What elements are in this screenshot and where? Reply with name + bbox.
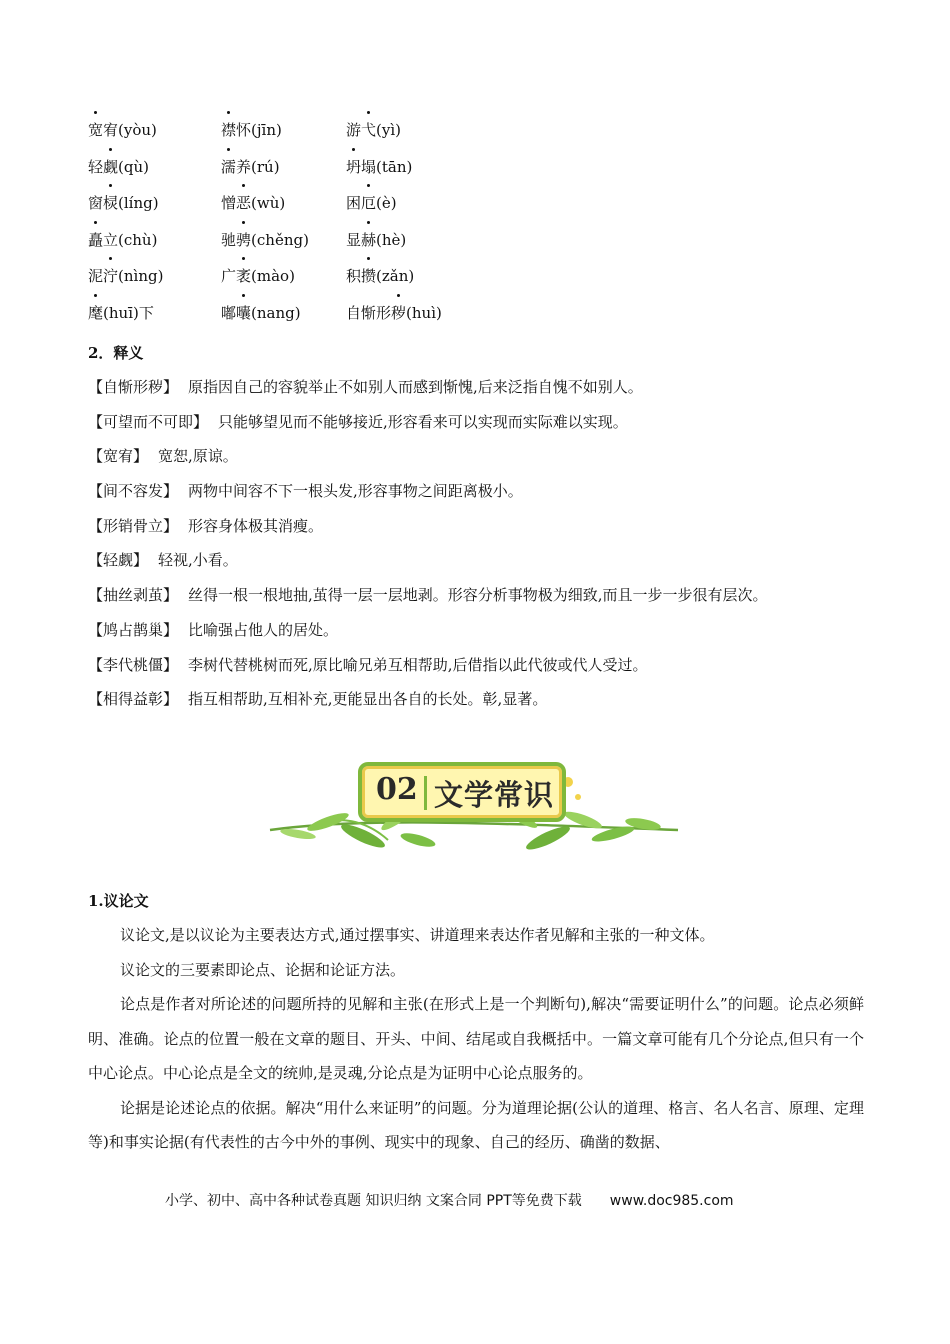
dotted-character: 坍 [346,152,361,182]
pinyin-entry [88,115,157,145]
definition-text: 李树代替桃树而死,原比喻兄弟互相帮助,后借指以此代彼或代人受过。 [188,655,648,674]
pinyin-entry [221,225,309,255]
definition-item [88,580,868,615]
footer [165,1190,734,1210]
pinyin-text: 养(rú) [236,157,280,176]
banner-divider [424,776,427,810]
dotted-character: 袤 [236,261,251,291]
definition-item [88,372,868,407]
banner-badge [358,762,566,822]
body-paragraphs [88,918,864,1160]
pinyin-entry [221,298,301,328]
pinyin-text: 广 [221,267,237,286]
definition-term: 【鸠占鹊巢】 [88,620,179,639]
definition-item [88,476,868,511]
definition-item [88,441,868,476]
definition-item [88,650,868,685]
dotted-character: 恶 [236,188,251,218]
pinyin-text: 显 [346,230,362,249]
pinyin-text: 驰 [221,230,237,249]
pinyin-entry [346,298,442,328]
pinyin-text: (hè) [376,230,407,249]
pinyin-entry [221,152,280,182]
pinyin-entry [88,261,163,291]
definition-term: 【李代桃僵】 [88,655,179,674]
dotted-character: 攒 [361,261,376,291]
definition-term: 【宽宥】 [88,447,149,466]
dotted-character: 秽 [391,298,406,328]
dotted-character: 骋 [236,225,251,255]
definition-item [88,407,868,442]
pinyin-entry [88,225,157,255]
pinyin-text: (wù) [251,194,286,213]
pinyin-entry [346,188,397,218]
pinyin-text: 泥 [88,267,104,286]
pinyin-text: (nang) [251,303,301,322]
pinyin-text: (zǎn) [376,267,415,286]
pinyin-text: 憎 [221,194,237,213]
pinyin-text: 嘟 [221,303,237,322]
pinyin-text: 游 [346,121,362,139]
definition-text: 丝得一根一根地抽,茧得一层一层地剥。形容分析事物极为细致,而且一步一步很有层次。 [188,586,768,605]
body-paragraph: 论点是作者对所论述的问题所持的见解和主张(在形式上是一个判断句),解决“需要证明什么”的问题。论点必须鲜明、准确。论点的位置一般在文章的题目、开头、中间、结尾或自我概括中。一篇文章可能有几个分论点,但只有一个中心论点。中心论点是全文的统帅,是灵魂,分论点是为证明中心论点服务的。 [88,995,864,1082]
footer-url[interactable]: www.doc985.com [609,1193,734,1209]
pinyin-text: 积 [346,267,362,286]
pinyin-entry [88,152,149,182]
definition-text: 原指因自己的容貌举止不如别人而感到惭愧,后来泛指自愧不如别人。 [188,378,643,396]
pinyin-text: (mào) [251,267,295,286]
definition-text: 宽恕,原谅。 [158,447,238,466]
pinyin-entry [346,115,401,145]
dotted-character: 濡 [221,152,236,182]
pinyin-entry [346,261,414,291]
pinyin-text: (nìng) [118,267,164,286]
banner-number: 02 [376,772,418,807]
dotted-character: 赫 [361,225,376,255]
section-banner [268,752,680,862]
definition-item [88,511,868,546]
pinyin-text: (qù) [118,157,149,176]
pinyin-text: 塌(tān) [361,157,413,176]
definition-term: 【相得益彰】 [88,690,179,709]
pinyin-text: 立(chù) [103,230,158,249]
pinyin-text: (huì) [406,303,442,322]
definition-text: 比喻强占他人的居处。 [188,620,339,639]
pinyin-entry [221,261,295,291]
pinyin-entry [346,152,412,182]
definition-text: 形容身体极其消瘦。 [188,516,324,535]
definition-term: 【可望而不可即】 [88,412,209,431]
dotted-character: 麾 [88,298,103,328]
definition-term: 【间不容发】 [88,482,179,501]
banner-title: 文学常识 [434,778,555,812]
definition-text: 指互相帮助,互相补充,更能显出各自的长处。彰,显著。 [188,690,548,709]
definition-term: 【抽丝剥茧】 [88,586,179,605]
dotted-character: 襟 [221,115,236,145]
pinyin-text: (è) [376,194,397,213]
pinyin-text: (huī)下 [103,303,154,322]
section-title-definitions: 2．释义 [88,344,144,362]
pinyin-entry [221,115,282,145]
body-paragraph: 议论文的三要素即论点、论据和论证方法。 [120,960,406,979]
dotted-character: 弋 [361,115,376,145]
definition-text: 轻视,小看。 [158,551,238,570]
pinyin-text: 怀(jīn) [236,121,282,139]
definition-text: 两物中间容不下一根头发,形容事物之间距离极小。 [188,482,523,501]
pinyin-text: (líng) [118,194,159,213]
definition-term: 【形销骨立】 [88,516,179,535]
definition-item [88,615,868,650]
pinyin-text: (yì) [376,121,402,139]
pinyin-entry [221,188,285,218]
pinyin-entry [88,188,159,218]
pinyin-entry [88,298,154,328]
dotted-character: 棂 [103,188,118,218]
definitions-list [88,372,868,719]
dotted-character: 厄 [361,188,376,218]
dotted-character: 觑 [103,152,118,182]
pinyin-text: 轻 [88,157,104,176]
dotted-character: 泞 [103,261,118,291]
pinyin-text: 窗 [88,194,104,213]
dotted-character: 矗 [88,225,103,255]
dotted-character: 宽 [88,115,103,145]
footer-text: 小学、初中、高中各种试卷真题 知识归纳 文案合同 PPT等免费下载 [165,1193,582,1209]
definition-item [88,545,868,580]
definition-text: 只能够望见而不能够接近,形容看来可以实现而实际难以实现。 [218,412,628,431]
definition-term: 【自惭形秽】 [88,378,179,396]
definition-item [88,684,868,719]
body-paragraph: 议论文,是以议论为主要表达方式,通过摆事实、讲道理来表达作者见解和主张的一种文体。 [120,926,715,944]
pinyin-text: (chěng) [251,230,309,249]
pinyin-entry [346,225,406,255]
section-title-argumentative: 1.议论文 [88,892,149,910]
dotted-character: 囔 [236,298,251,328]
pinyin-text: 自惭形 [346,303,392,322]
definition-term: 【轻觑】 [88,551,149,570]
body-paragraph: 论据是论述论点的依据。解决“用什么来证明”的问题。分为道理论据(公认的道理、格言、名人名言、原理、定理等)和事实论据(有代表性的古今中外的事例、现实中的现象、自己的经历、确凿的数据、 [88,1098,864,1151]
pinyin-text: 困 [346,194,362,213]
pinyin-text: 宥(yòu) [103,121,157,139]
